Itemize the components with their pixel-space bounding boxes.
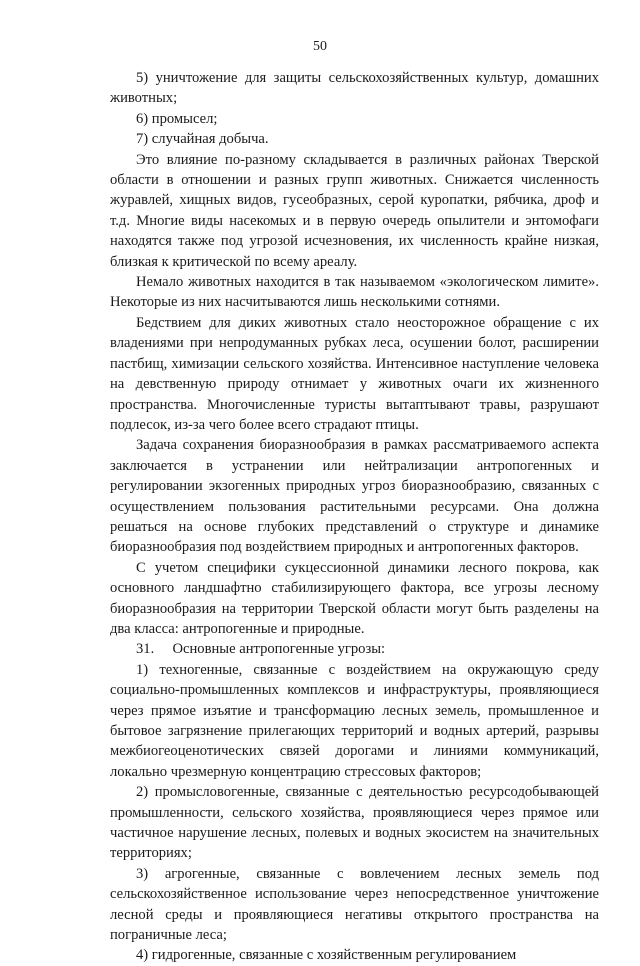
threat-item-4: 4) гидрогенные, связанные с хозяйственным регулированием — [136, 947, 517, 964]
paragraph-classes: С учетом специфики сукцессионной динамики лесного покрова, как основного ландшафтно стабилизирующего фактора, все угрозы лесному биоразнообразия на территории Тверской области могут быть разделены на два класса: антропогенные и природные. — [110, 559, 599, 637]
threat-item-1: 1) техногенные, связанные с воздействием на окружающую среду социально-промышленных комплексов и инфраструктуры, проявляющиеся через прямое изъятие и трансформацию лесных земель, промышленное и бытовое загрязнение прилегающих территорий и водных артерий, разрывы межбиогеоценотических связей дорогами и линиями коммуникаций, локально чрезмерную концентрацию стрессовых факторов; — [110, 661, 599, 780]
list-item-7: 7) случайная добыча. — [136, 131, 269, 148]
threat-item-2: 2) промысловогенные, связанные с деятельностью ресурсодобывающей промышленности, сельского хозяйства, проявляющиеся через прямое или частичное нарушение лесных, полевых и водных экосистем на значительных территориях; — [110, 784, 599, 862]
paragraph-task: Задача сохранения биоразнообразия в рамках рассматриваемого аспекта заключается в устранении или нейтрализации антропогенных и регулировании экзогенных природных угроз биоразнообразию, связанных с осуществлением пользования растительными ресурсами. Она должна решаться на основе глубоких представлений о структуре и динамике биоразнообразия под воздействием природных и антропогенных факторов. — [110, 437, 599, 556]
list-item-5: 5) уничтожение для защиты сельскохозяйственных культур, домашних животных; — [110, 70, 599, 107]
list-item-6: 6) промысел; — [136, 110, 218, 127]
threat-item-3: 3) агрогенные, связанные с вовлечением лесных земель под сельскохозяйственное использование через непосредственное уничтожение лесной среды и проявляющиеся негативы открытого пространства на пограничные леса; — [110, 865, 599, 944]
document-body — [110, 68, 599, 966]
section-heading-31: 31. Основные антропогенные угрозы: — [136, 641, 386, 658]
paragraph-influence: Это влияние по-разному складывается в различных районах Тверской области в отношении и разных групп животных. Снижается численность журавлей, хищных видов, гусеобразных, серой куропатки, рябчика, дроф и т.д. Многие виды насекомых и в первую очередь опылители и энтомофаги находятся также под угрозой исчезновения, их численность крайне низкая, близкая к критической по всему ареалу. — [110, 151, 599, 270]
paragraph-disaster: Бедствием для диких животных стало неосторожное обращение с их владениями при непродуманных рубках леса, осушении болот, расширении пастбищ, химизации сельского хозяйства. Интенсивное наступление человека на девственную природу отнимает у животных очаги их жизненного пространства. Многочисленные туристы вытаптывают травы, разрушают подлесок, из-за чего более всего страдают птицы. — [110, 314, 599, 433]
page-number: 50 — [313, 39, 327, 54]
paragraph-ecological-limit: Немало животных находится в так называемом «экологическом лимите». Некоторые из них насчитываются лишь несколькими сотнями. — [110, 274, 599, 311]
